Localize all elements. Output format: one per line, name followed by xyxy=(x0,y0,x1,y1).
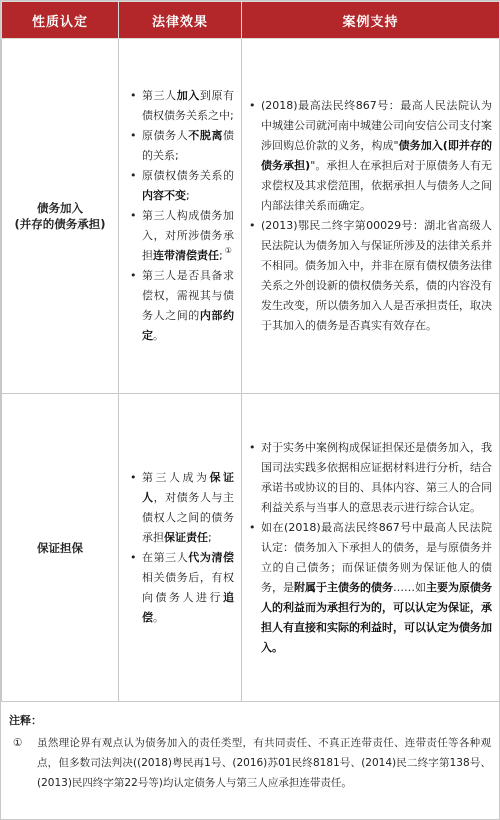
emphasis-text: 附属于主债务的债务 xyxy=(294,580,393,594)
case-item xyxy=(249,438,492,518)
case-item xyxy=(249,216,492,336)
nature-sublabel: (并存的债务承担) xyxy=(14,217,106,231)
emphasis-text: 内容不变 xyxy=(142,189,186,202)
effect-item xyxy=(130,548,234,628)
bullet-icon: • xyxy=(130,269,137,282)
effect-list xyxy=(120,86,240,346)
emphasis-text: 保证人 xyxy=(142,470,234,504)
emphasis-text: 连带清偿责任 xyxy=(153,249,219,262)
table-header-row xyxy=(2,2,500,39)
emphasis-text: 主要为原债务人的利益而为承担行为的，可以认定为保证，承担人有直接和实际的利益时，可以认定为债务加入。 xyxy=(261,580,492,654)
item-text: 。 xyxy=(153,610,164,624)
effect-item xyxy=(130,266,234,346)
nature-cell xyxy=(2,39,119,394)
item-text: 到原有债权债务关系之中; xyxy=(142,89,235,122)
emphasis-text: 加入 xyxy=(176,89,200,102)
case-support-cell xyxy=(242,394,500,702)
item-text: ，对债务人与主债权人之间的债务承担 xyxy=(142,490,235,544)
item-text: 。 xyxy=(153,329,164,342)
item-text: 对于实务中案例构成保证担保还是债务加入，我国司法实践多依据相应证据材料进行分析，结合承诺书或协议的目的、具体内容、第三人的合同利益关系与当事人的意思表示进行综合认定。 xyxy=(261,440,492,514)
case-support-cell xyxy=(242,39,500,394)
notes-title: 注释： xyxy=(9,714,42,727)
nature-label: 保证担保 xyxy=(37,540,83,555)
item-text: ; xyxy=(186,189,190,202)
bullet-icon: • xyxy=(130,550,137,564)
notes-section xyxy=(1,701,499,799)
item-text: ; xyxy=(208,530,212,544)
item-text: (2013)鄂民二终字第00029号：湖北省高级人民法院认为债务加入与保证所涉及的法律关系并不相同。债务加入中，并非在原有债权债务法律关系之外创设新的债权债务关系，债的内容没有发生改变，所以债务加入人是否承担责任，取决于其加入的债务是否真实有效存在。 xyxy=(261,219,492,332)
header-legal-effect: 法律效果 xyxy=(119,2,242,39)
item-text: 第三人成为 xyxy=(142,470,210,484)
item-text: "。承担人在承担后对于原债务人有无求偿权及其求偿范围，依据承担人与债务人之间内部法律关系而确定。 xyxy=(261,159,493,212)
case-list xyxy=(243,438,498,658)
legal-effect-cell xyxy=(119,394,242,702)
comparison-table xyxy=(1,1,500,702)
bullet-icon: • xyxy=(130,470,137,484)
item-text: ; xyxy=(219,249,223,262)
item-text: 原债权债务关系的 xyxy=(142,169,234,182)
emphasis-text: 保证责任 xyxy=(164,530,208,544)
item-text: (2018)最高法民终867号：最高人民法院认为中城建公司就河南中城建公司向安信公司支付案涉回购总价款的义务，构成" xyxy=(261,99,492,152)
effect-item xyxy=(130,468,234,548)
effect-item xyxy=(130,166,234,206)
item-text: 原债务人 xyxy=(142,129,189,142)
effect-item xyxy=(130,206,234,266)
emphasis-text: 内部约定 xyxy=(142,309,235,342)
table-row xyxy=(2,394,500,702)
emphasis-text: 追偿 xyxy=(142,590,234,624)
bullet-icon: • xyxy=(249,99,256,112)
case-item xyxy=(249,96,492,216)
item-text: 如在(2018)最高法民终867号中最高人民法院认定：债务加入下承担人的债务，是与原债务并立的自己债务；而保证债务则为保证他人的债务，是 xyxy=(261,520,492,594)
item-text: 第三人构成债务加入，对所涉债务承担 xyxy=(142,209,234,262)
bullet-icon: • xyxy=(249,440,256,454)
bullet-icon: • xyxy=(249,520,256,534)
bullet-icon: • xyxy=(249,219,256,232)
bullet-icon: • xyxy=(130,89,137,102)
item-text: ……如 xyxy=(393,580,426,594)
effect-item xyxy=(130,126,234,166)
bullet-icon: • xyxy=(130,169,137,182)
emphasis-text: 不脱离 xyxy=(188,129,224,142)
table-row xyxy=(2,39,500,394)
item-text: 相关债务后，有权向债务人进行 xyxy=(142,570,234,604)
bullet-icon: • xyxy=(130,209,137,222)
item-text: 在第三人 xyxy=(142,550,189,564)
footnote-text: 虽然理论界有观点认为债务加入的责任类型，有共同责任、不真正连带责任、连带责任等各种观点，但多数司法判决((2018)粤民再1号、(2016)苏01民终8181号、(2014)民二终字第138号、(2013)民四终字第22号等)均认定债务人与第三人应承担连带责任。 xyxy=(37,737,491,789)
nature-label: 债务加入 xyxy=(37,201,83,215)
nature-cell xyxy=(2,394,119,702)
bullet-icon: • xyxy=(130,129,137,142)
legal-effect-cell xyxy=(119,39,242,394)
item-text: 债的关系; xyxy=(142,129,235,162)
footnote-ref[interactable]: ① xyxy=(224,246,232,255)
case-item xyxy=(249,518,492,658)
header-nature: 性质认定 xyxy=(2,2,119,39)
emphasis-text: 代为清偿 xyxy=(188,550,235,564)
emphasis-text: 债务加入(即并存的债务承担) xyxy=(261,139,492,172)
effect-item xyxy=(130,86,234,126)
case-list xyxy=(243,96,498,336)
header-case-support: 案例支持 xyxy=(242,2,500,39)
item-text: 第三人 xyxy=(142,89,177,102)
footnote-number: ① xyxy=(13,737,23,749)
effect-list xyxy=(120,468,240,628)
item-text: 第三人是否具备求偿权，需视其与债务人之间的 xyxy=(142,269,234,322)
footnote xyxy=(9,733,491,793)
